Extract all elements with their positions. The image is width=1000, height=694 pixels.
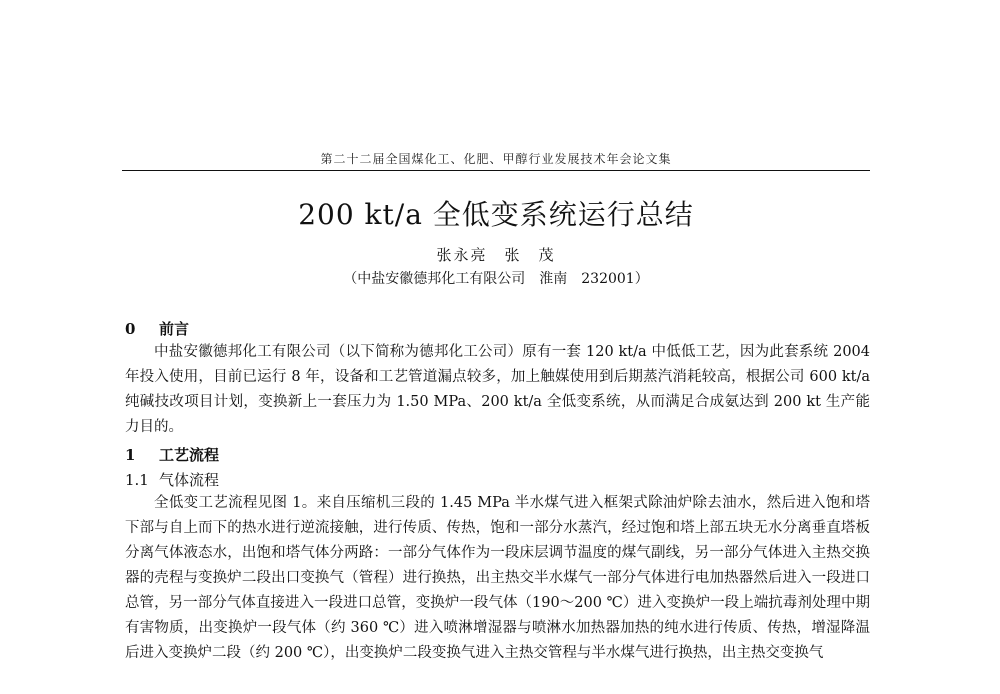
section-number: 0	[125, 320, 136, 338]
affiliation: （中盐安徽德邦化工有限公司 淮南 232001）	[343, 271, 649, 287]
subsection-number: 1.1	[125, 471, 149, 489]
subsection-title: 气体流程	[159, 471, 220, 489]
section-heading-0	[125, 318, 189, 339]
section-number: 1	[125, 446, 136, 464]
section-title: 前言	[159, 320, 190, 338]
subsection-heading-1-1	[125, 469, 219, 490]
gas-flow-paragraph: 全低变工艺流程见图 1。来自压缩机三段的 1.45 MPa 半水煤气进入框架式除油炉除去油水，然后进入饱和塔下部与自上而下的热水进行逆流接触，进行传质、传热，饱和一部分水蒸汽，经过饱和塔上部五块无水分离垂直塔板分离气体液态水，出饱和塔气体分两路：一部分气体作为一段床层调节温度的煤气副线，另一部分气体进入主热交换器的壳程与变换炉二段出口变换气（管程）进行换热，出主热交半水煤气一部分气体进行电加热器然后进入一段进口总管，另一部分气体直接进入一段进口总管，变换炉一段气体（190～200 ℃）进入变换炉一段上端抗毒剂处理中期有害物质，出变换炉一段气体（约 360 ℃）进入喷淋增湿器与喷淋水加热器加热的纯水进行传质、传热，增湿降温后进入变换炉二段（约 200 ℃），出变换炉二段变换气进入主热交管程与半水煤气进行换热，出主热交变换气	[125, 495, 870, 661]
authors: 张永亮 张 茂	[436, 246, 556, 264]
header-rule	[122, 170, 870, 171]
section-title: 工艺流程	[159, 446, 220, 464]
intro-paragraph: 中盐安徽德邦化工有限公司（以下简称为德邦化工公司）原有一套 120 kt/a 中低低工艺，因为此套系统 2004 年投入使用，目前已运行 8 年，设备和工艺管道漏点较多，加上触媒使用到后期蒸汽消耗较高，根据公司 600 kt/a 纯碱技改项目计划，变换新上一套压力为 1.50 MPa、200 kt/a 全低变系统，从而满足合成氨达到 200 kt 生产能力目的。	[125, 344, 870, 435]
running-head: 第二十二届全国煤化工、化肥、甲醇行业发展技术年会论文集	[320, 152, 672, 166]
paper-title: 200 kt/a 全低变系统运行总结	[298, 198, 694, 231]
section-heading-1	[125, 444, 219, 465]
